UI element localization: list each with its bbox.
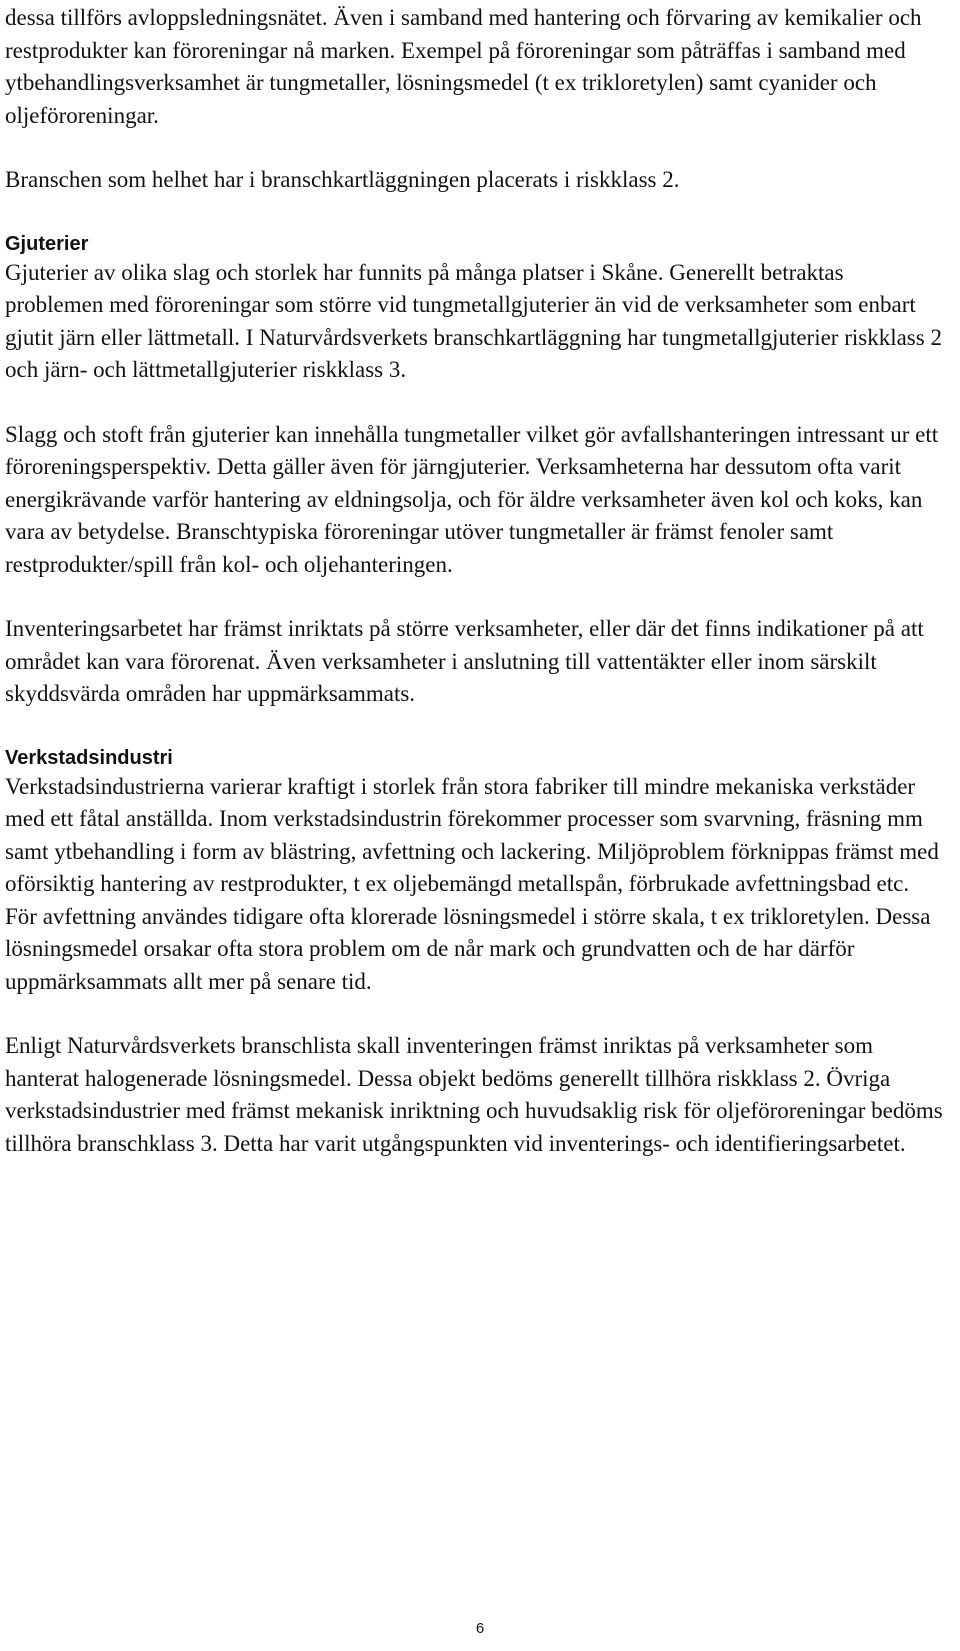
page-number: 6	[475, 1620, 485, 1637]
paragraph-risk-class: Branschen som helhet har i branschkartläggningen placerats i riskklass 2.	[5, 167, 680, 192]
paragraph-intro: dessa tillförs avloppsledningsnätet. Även i samband med hantering och förvaring av kemikalier och restprodukter kan föroreningar nå marken. Exempel på föroreningar som påträffas i samband med ytbehandlingsverksamhet är tungmetaller, lösningsmedel (t ex trikloretylen) samt cyanider och oljeföroreningar.	[5, 5, 922, 128]
spacer	[5, 197, 945, 231]
spacer	[5, 711, 945, 745]
heading-gjuterier: Gjuterier	[5, 232, 89, 255]
heading-verkstadsindustri: Verkstadsindustri	[5, 746, 173, 769]
paragraph-gjuterier-1: Gjuterier av olika slag och storlek har funnits på många platser i Skåne. Generellt betraktas problemen med föroreningar som större vid tungmetallgjuterier än vid de verksamheter som enbart gjutit järn eller lättmetall. I Naturvårdsverkets branschkartläggning har tungmetallgjuterier riskklass 2 och järn- och lättmetallgjuterier riskklass 3.	[5, 259, 942, 382]
spacer	[5, 998, 945, 1030]
spacer	[5, 132, 945, 164]
spacer	[5, 581, 945, 613]
spacer	[5, 387, 945, 419]
paragraph-gjuterier-2: Slagg och stoft från gjuterier kan innehålla tungmetaller vilket gör avfallshanteringen intressant ur ett föroreningsperspektiv. Detta gäller även för järngjuterier. Verksamheterna har dessutom ofta varit energikrävande varför hantering av eldningsolja, och för äldre verksamheter även kol och koks, kan vara av betydelse. Branschtypiska föroreningar utöver tungmetaller är främst fenoler samt restprodukter/spill från kol- och oljehanteringen.	[5, 421, 939, 577]
paragraph-verkstad-2: Enligt Naturvårdsverkets branschlista skall inventeringen främst inriktas på verksamheter som hanterat halogenerade lösningsmedel. Dessa objekt bedöms generellt tillhöra riskklass 2. Övriga verkstadsindustrier med främst mekanisk inriktning och huvudsaklig risk för oljeföroreningar bedöms tillhöra branschklass 3. Detta har varit utgångspunkten vid inventerings- och identifieringsarbetet.	[5, 1033, 943, 1156]
paragraph-verkstad-1: Verkstadsindustrierna varierar kraftigt i storlek från stora fabriker till mindre mekaniska verkstäder med ett fåtal anställda. Inom verkstadsindustrin förekommer processer som svarvning, fräsning mm samt ytbehandling i form av blästring, avfettning och lackering. Miljöproblem förknippas främst med oförsiktig hantering av restprodukter, t ex oljebemängd metallspån, förbrukade avfettningsbad etc. För avfettning användes tidigare ofta klorerade lösningsmedel i större skala, t ex trikloretylen. Dessa lösningsmedel orsakar ofta stora problem om de når mark och grundvatten och de har därför uppmärksammats allt mer på senare tid.	[5, 773, 939, 994]
document-page	[5, 0, 945, 1160]
paragraph-gjuterier-3: Inventeringsarbetet har främst inriktats på större verksamheter, eller där det finns indikationer på att området kan vara förorenat. Även verksamheter i anslutning till vattentäkter eller inom särskilt skyddsvärda områden har uppmärksammats.	[5, 616, 924, 706]
